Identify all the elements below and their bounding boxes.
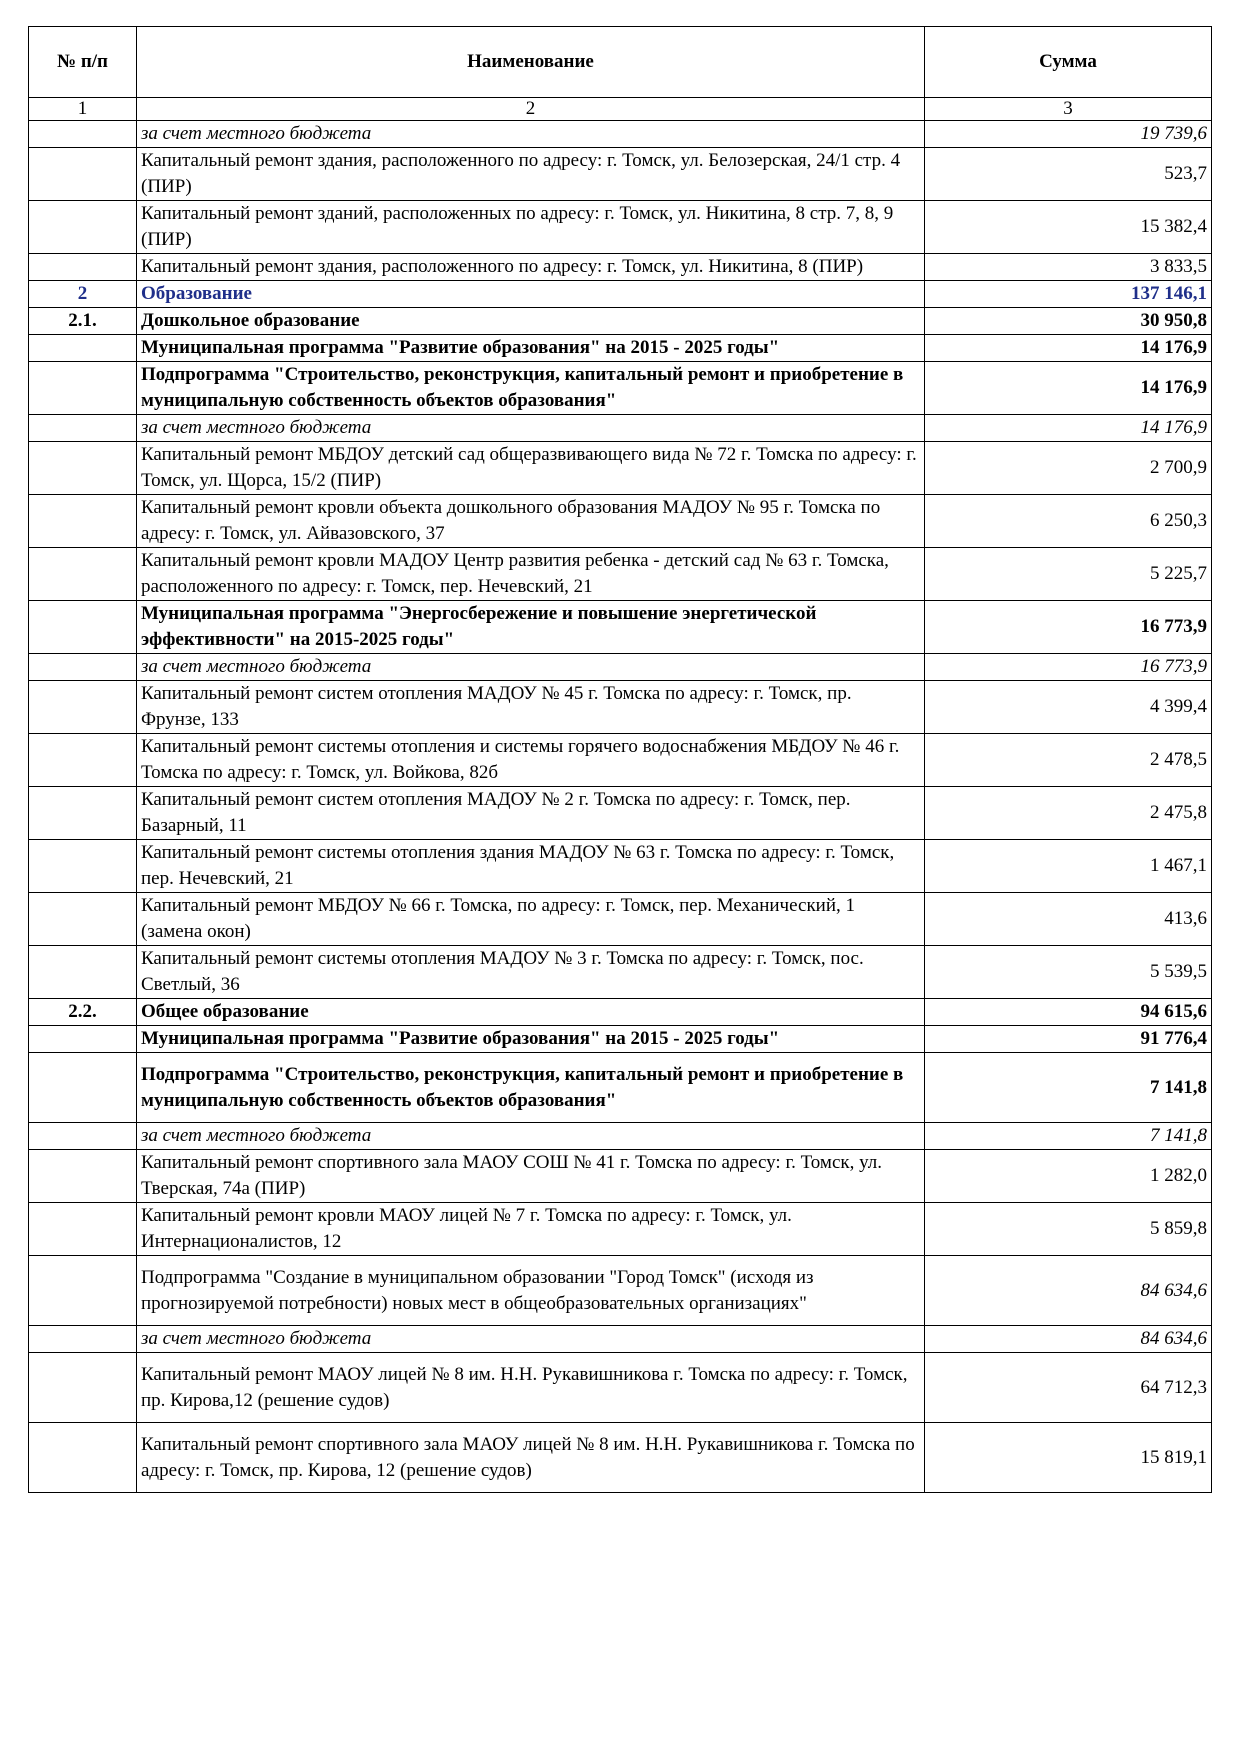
row-sum: 15 819,1 [925, 1423, 1212, 1493]
row-number [29, 148, 137, 201]
row-sum: 2 475,8 [925, 787, 1212, 840]
row-number [29, 1326, 137, 1353]
row-sum: 14 176,9 [925, 362, 1212, 415]
row-number [29, 335, 137, 362]
row-name: Капитальный ремонт систем отопления МАДОУ № 45 г. Томска по адресу: г. Томск, пр. Фрунзе, 133 [137, 681, 925, 734]
row-number: 2 [29, 281, 137, 308]
table-row [29, 840, 1212, 893]
row-name: Капитальный ремонт системы отопления и системы горячего водоснабжения МБДОУ № 46 г. Томска по адресу: г. Томск, ул. Войкова, 82б [137, 734, 925, 787]
table-row [29, 893, 1212, 946]
table-row [29, 1026, 1212, 1053]
row-number: 2.2. [29, 999, 137, 1026]
row-number [29, 681, 137, 734]
table-row [29, 254, 1212, 281]
row-name: Капитальный ремонт системы отопления здания МАДОУ № 63 г. Томска по адресу: г. Томск, пер. Нечевский, 21 [137, 840, 925, 893]
row-name: Капитальный ремонт МБДОУ № 66 г. Томска, по адресу: г. Томск, пер. Механический, 1 (замена окон) [137, 893, 925, 946]
row-sum: 7 141,8 [925, 1123, 1212, 1150]
table-row [29, 335, 1212, 362]
row-name: Капитальный ремонт МАОУ лицей № 8 им. Н.Н. Рукавишникова г. Томска по адресу: г. Томск, пр. Кирова,12 (решение судов) [137, 1353, 925, 1423]
row-sum: 3 833,5 [925, 254, 1212, 281]
row-name: Капитальный ремонт систем отопления МАДОУ № 2 г. Томска по адресу: г. Томск, пер. Базарный, 11 [137, 787, 925, 840]
row-name: Капитальный ремонт спортивного зала МАОУ СОШ № 41 г. Томска по адресу: г. Томск, ул. Тверская, 74а (ПИР) [137, 1150, 925, 1203]
row-name: Подпрограмма "Строительство, реконструкция, капитальный ремонт и приобретение в муниципальную собственность объектов образования" [137, 362, 925, 415]
row-sum: 19 739,6 [925, 121, 1212, 148]
row-name: Дошкольное образование [137, 308, 925, 335]
row-number [29, 654, 137, 681]
row-sum: 2 478,5 [925, 734, 1212, 787]
row-name: Капитальный ремонт МБДОУ детский сад общеразвивающего вида № 72 г. Томска по адресу: г. Томск, ул. Щорса, 15/2 (ПИР) [137, 442, 925, 495]
row-sum: 4 399,4 [925, 681, 1212, 734]
row-sum: 5 225,7 [925, 548, 1212, 601]
table-row [29, 681, 1212, 734]
row-name: за счет местного бюджета [137, 1326, 925, 1353]
row-sum: 16 773,9 [925, 601, 1212, 654]
header-num: № п/п [29, 27, 137, 98]
row-number [29, 734, 137, 787]
row-number [29, 787, 137, 840]
row-sum: 523,7 [925, 148, 1212, 201]
row-sum: 84 634,6 [925, 1326, 1212, 1353]
table-row [29, 999, 1212, 1026]
row-number [29, 442, 137, 495]
row-name: за счет местного бюджета [137, 1123, 925, 1150]
row-name: Капитальный ремонт здания, расположенного по адресу: г. Томск, ул. Белозерская, 24/1 стр. 4 (ПИР) [137, 148, 925, 201]
row-sum: 16 773,9 [925, 654, 1212, 681]
row-name: Муниципальная программа "Развитие образования" на 2015 - 2025 годы" [137, 1026, 925, 1053]
table-row [29, 495, 1212, 548]
row-number [29, 548, 137, 601]
row-name: Подпрограмма "Создание в муниципальном образовании "Город Томск" (исходя из прогнозируемой потребности) новых мест в общеобразовательных организациях" [137, 1256, 925, 1326]
table-row [29, 946, 1212, 999]
row-sum: 1 282,0 [925, 1150, 1212, 1203]
row-number: 2.1. [29, 308, 137, 335]
row-sum: 30 950,8 [925, 308, 1212, 335]
header-sum: Сумма [925, 27, 1212, 98]
table-body [29, 98, 1212, 1493]
row-sum: 6 250,3 [925, 495, 1212, 548]
row-sum: 91 776,4 [925, 1026, 1212, 1053]
row-number [29, 201, 137, 254]
row-sum: 14 176,9 [925, 335, 1212, 362]
row-sum: 1 467,1 [925, 840, 1212, 893]
table-row [29, 548, 1212, 601]
row-name: Капитальный ремонт зданий, расположенных по адресу: г. Томск, ул. Никитина, 8 стр. 7, 8, 9 (ПИР) [137, 201, 925, 254]
row-name: Образование [137, 281, 925, 308]
table-row [29, 308, 1212, 335]
table-row [29, 1123, 1212, 1150]
table-row [29, 148, 1212, 201]
row-sum: 413,6 [925, 893, 1212, 946]
row-name: Капитальный ремонт системы отопления МАДОУ № 3 г. Томска по адресу: г. Томск, пос. Светлый, 36 [137, 946, 925, 999]
row-number [29, 840, 137, 893]
row-number [29, 1026, 137, 1053]
table-row [29, 787, 1212, 840]
row-number [29, 893, 137, 946]
row-sum: 137 146,1 [925, 281, 1212, 308]
row-name: Общее образование [137, 999, 925, 1026]
column-number: 2 [137, 98, 925, 121]
row-name: Подпрограмма "Строительство, реконструкция, капитальный ремонт и приобретение в муниципальную собственность объектов образования" [137, 1053, 925, 1123]
row-name: за счет местного бюджета [137, 654, 925, 681]
table-row [29, 734, 1212, 787]
row-number [29, 1353, 137, 1423]
row-number [29, 946, 137, 999]
row-name: за счет местного бюджета [137, 121, 925, 148]
table-row [29, 1203, 1212, 1256]
row-number [29, 1423, 137, 1493]
row-sum: 84 634,6 [925, 1256, 1212, 1326]
row-name: Капитальный ремонт кровли объекта дошкольного образования МАДОУ № 95 г. Томска по адресу: г. Томск, ул. Айвазовского, 37 [137, 495, 925, 548]
row-number [29, 601, 137, 654]
row-name: Капитальный ремонт здания, расположенного по адресу: г. Томск, ул. Никитина, 8 (ПИР) [137, 254, 925, 281]
table-row [29, 121, 1212, 148]
row-number [29, 1256, 137, 1326]
column-number: 1 [29, 98, 137, 121]
row-number [29, 1203, 137, 1256]
row-name: за счет местного бюджета [137, 415, 925, 442]
table-row [29, 1423, 1212, 1493]
table-row [29, 415, 1212, 442]
row-sum: 2 700,9 [925, 442, 1212, 495]
row-number [29, 254, 137, 281]
row-name: Муниципальная программа "Развитие образования" на 2015 - 2025 годы" [137, 335, 925, 362]
row-number [29, 415, 137, 442]
table-row [29, 201, 1212, 254]
table-row [29, 1256, 1212, 1326]
column-number: 3 [925, 98, 1212, 121]
table-row [29, 362, 1212, 415]
table-row [29, 442, 1212, 495]
table-row [29, 1326, 1212, 1353]
header-name: Наименование [137, 27, 925, 98]
row-name: Муниципальная программа "Энергосбережение и повышение энергетической эффективности" на 2015-2025 годы" [137, 601, 925, 654]
table-row [29, 1353, 1212, 1423]
row-sum: 15 382,4 [925, 201, 1212, 254]
row-number [29, 121, 137, 148]
row-name: Капитальный ремонт кровли МАОУ лицей № 7 г. Томска по адресу: г. Томск, ул. Интернационалистов, 12 [137, 1203, 925, 1256]
row-number [29, 1123, 137, 1150]
table-row [29, 601, 1212, 654]
row-name: Капитальный ремонт спортивного зала МАОУ лицей № 8 им. Н.Н. Рукавишникова г. Томска по адресу: г. Томск, пр. Кирова, 12 (решение судов) [137, 1423, 925, 1493]
row-name: Капитальный ремонт кровли МАДОУ Центр развития ребенка - детский сад № 63 г. Томска, расположенного по адресу: г. Томск, пер. Нечевский, 21 [137, 548, 925, 601]
row-sum: 7 141,8 [925, 1053, 1212, 1123]
row-sum: 64 712,3 [925, 1353, 1212, 1423]
row-sum: 5 859,8 [925, 1203, 1212, 1256]
table-row [29, 281, 1212, 308]
table-row [29, 1053, 1212, 1123]
row-number [29, 1053, 137, 1123]
row-number [29, 1150, 137, 1203]
row-sum: 14 176,9 [925, 415, 1212, 442]
table-row [29, 1150, 1212, 1203]
row-number [29, 362, 137, 415]
row-number [29, 495, 137, 548]
table-row [29, 654, 1212, 681]
row-sum: 5 539,5 [925, 946, 1212, 999]
table-header [29, 27, 1212, 98]
row-sum: 94 615,6 [925, 999, 1212, 1026]
column-number-row [29, 98, 1212, 121]
budget-table [28, 26, 1212, 1493]
